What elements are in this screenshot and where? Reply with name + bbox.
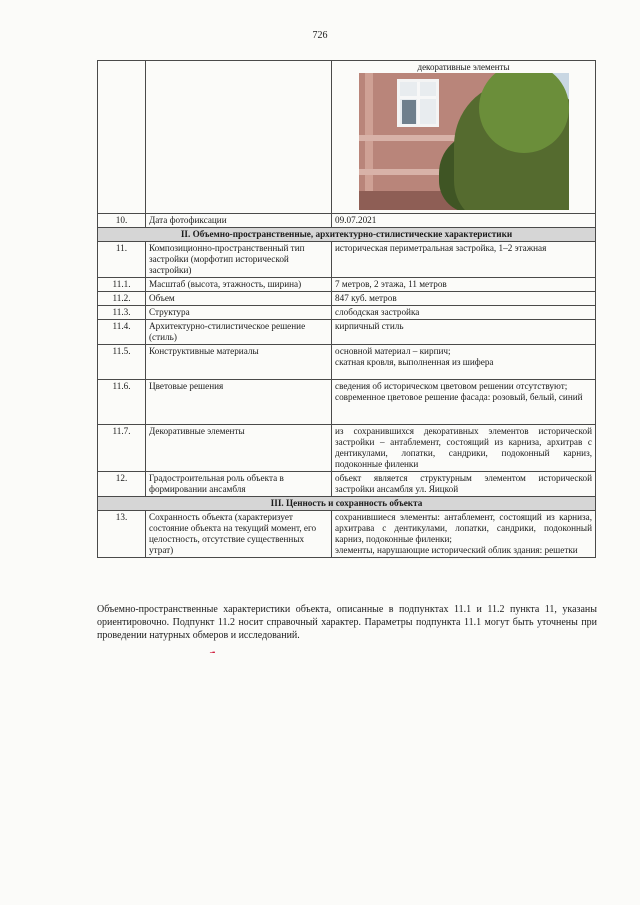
table-row [98,511,596,558]
value-line: основной материал – кирпич; [335,346,451,356]
row-number: 12. [98,472,146,497]
row-number: 11.4. [98,320,146,345]
table-row [98,306,596,320]
value-line: скатная кровля, выполненная из шифера [335,357,494,367]
table-row [98,242,596,278]
row-label: Масштаб (высота, этажность, ширина) [146,278,332,292]
row-number: 11. [98,242,146,278]
row-value: 7 метров, 2 этажа, 11 метров [332,278,596,292]
row-label: Архитектурно-стилистическое решение (стиль) [146,320,332,345]
table-row [98,425,596,472]
row-label: Сохранность объекта (характеризует состояние объекта на текущий момент, его целостность, отсутствие существенных утрат) [146,511,332,558]
table-row [98,278,596,292]
row-value: 09.07.2021 [332,214,596,228]
row-label: Объем [146,292,332,306]
row-label: Цветовые решения [146,380,332,425]
ink-mark: ╼ [210,648,215,657]
value-line: современное цветовое решение фасада: розовый, белый, синий [335,392,583,402]
row-value: 847 куб. метров [332,292,596,306]
row-label: Конструктивные материалы [146,345,332,380]
table-row [98,345,596,380]
row-value: историческая периметральная застройка, 1–2 этажная [332,242,596,278]
section-title: III. Ценность и сохранность объекта [98,497,596,511]
row-value [332,345,596,380]
row-value: из сохранившихся декоративных элементов исторической застройки – антаблемент, состоящий из карниза, архитрав с дентикулами, лопатки, сандрики, подоконный карниз, подоконные филенки [332,425,596,472]
window-image [397,79,439,127]
row-value: объект является структурным элементом исторической застройки ансамбля ул. Яицкой [332,472,596,497]
table-row [98,320,596,345]
value-line: сведения об историческом цветовом решении отсутствуют; [335,381,568,391]
row-value [332,511,596,558]
photo-caption: декоративные элементы [417,62,510,72]
section-header [98,228,596,242]
photo-row [98,61,596,214]
table-row [98,292,596,306]
row-label: Композиционно-пространственный тип застройки (морфотип исторической застройки) [146,242,332,278]
characteristics-table [97,60,596,558]
row-number: 13. [98,511,146,558]
row-value: кирпичный стиль [332,320,596,345]
section-header [98,497,596,511]
table-row [98,472,596,497]
value-line: сохранившиеся элементы: антаблемент, состоящий из карниза, архитрава с дентикулами, лопатки, сандрики, подоконный карниз, подоконные филенки; [335,512,592,544]
row-label: Декоративные элементы [146,425,332,472]
row-number: 11.1. [98,278,146,292]
row-value: слободская застройка [332,306,596,320]
table-row [98,380,596,425]
row-number: 11.2. [98,292,146,306]
row-label: Дата фотофиксации [146,214,332,228]
row-number: 11.3. [98,306,146,320]
row-label: Градостроительная роль объекта в формировании ансамбля [146,472,332,497]
row-number: 11.5. [98,345,146,380]
building-facade-photo [359,73,569,210]
photo-cell [332,61,596,214]
value-line: элементы, нарушающие исторический облик здания: решетки [335,545,578,555]
footnote: Объемно-пространственные характеристики объекта, описанные в подпунктах 11.1 и 11.2 пункта 11, указаны ориентировочно. Подпункт 11.2 носит справочный характер. Параметры подпункта 11.1 могут быть уточнены при проведении натурных обмеров и исследований. [97,604,597,641]
table-row [98,214,596,228]
page-number: 726 [312,30,328,41]
row-label: Структура [146,306,332,320]
section-title: II. Объемно-пространственные, архитектурно-стилистические характеристики [98,228,596,242]
row-number: 10. [98,214,146,228]
row-number: 11.6. [98,380,146,425]
row-number: 11.7. [98,425,146,472]
row-value [332,380,596,425]
